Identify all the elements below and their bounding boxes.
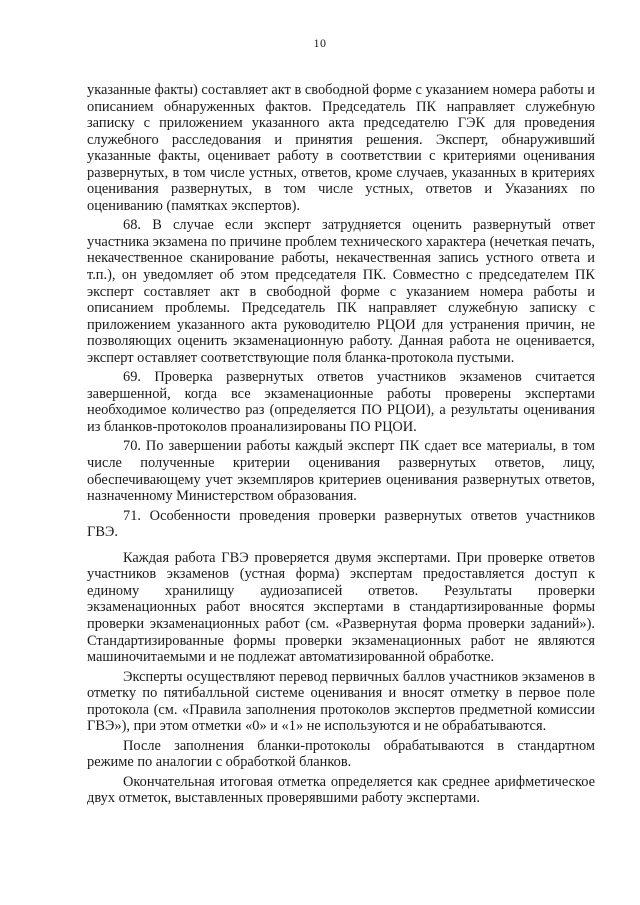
- paragraph-grade-conversion: Эксперты осуществляют перевод первичных баллов участников экзаменов в отметку по пятибалльной системе оценивания и вносят отметку в первое поле протокола (см. «Правила заполнения протоколов экспертов предметной комиссии ГВЭ»), при этом отметки «0» и «1» не используются и не обрабатываются.: [87, 668, 595, 735]
- paragraph-clause-70: 70. По завершении работы каждый эксперт ПК сдает все материалы, в том числе полученные критерии оценивания развернутых ответов, лицу, обеспечивающему учет экземпляров критериев оценивания развернутых ответов, назначенному Министерством образования.: [87, 438, 595, 505]
- paragraph-clause-71: 71. Особенности проведения проверки развернутых ответов участников ГВЭ.: [87, 507, 595, 541]
- paragraph-gve-two-experts: Каждая работа ГВЭ проверяется двумя экспертами. При проверке ответов участников экзаменов (устная форма) экспертам предоставляется доступ к единому хранилищу аудиозаписей ответов. Результаты проверки экзаменационных работ вносятся экспертами в стандартизированные формы проверки экзаменационных работ (см. «Развернутая форма проверки заданий»). Стандартизированные формы проверки экзаменационных работ не являются машиночитаемыми и не подлежат автоматизированной обработке.: [87, 549, 595, 666]
- paragraph-continuation: указанные факты) составляет акт в свободной форме с указанием номера работы и описанием обнаруженных фактов. Председатель ПК направляет служебную записку с приложением указанного акта председателю ГЭК для проведения служебного расследования и принятия решения. Эксперт, обнаруживший указанные факты, оценивает работу в соответствии с критериями оценивания развернутых, в том числе устных, ответов, кроме случаев, указанных в критериях оценивания развернутых, в том числе устных, ответов и Указаниях по оцениванию (памятках экспертов).: [87, 82, 595, 214]
- paragraph-protocol-processing: После заполнения бланки-протоколы обрабатываются в стандартном режиме по аналогии с обработкой бланков.: [87, 737, 595, 771]
- paragraph-clause-68: 68. В случае если эксперт затрудняется оценить развернутый ответ участника экзамена по причине проблем технического характера (нечеткая печать, некачественное сканирование работы, некачественная запись устного ответа и т.п.), он уведомляет об этом председателя ПК. Совместно с председателем ПК эксперт составляет акт в свободной форме с указанием номера работы и описанием проблемы. Председатель ПК направляет служебную записку с приложением указанного акта руководителю РЦОИ для устранения причин, не позволяющих оценить экзаменационную работу. Данная работа не оценивается, эксперт оставляет соответствующие поля бланка-протокола пустыми.: [87, 217, 595, 366]
- paragraph-clause-69: 69. Проверка развернутых ответов участников экзаменов считается завершенной, когда все экзаменационные работы проверены экспертами необходимое количество раз (определяется ПО РЦОИ), а результаты оценивания из бланков-протоколов проанализированы ПО РЦОИ.: [87, 369, 595, 435]
- document-body: [87, 82, 595, 810]
- paragraph-final-grade: Окончательная итоговая отметка определяется как среднее арифметическое двух отметок, выставленных проверявшими работу экспертами.: [87, 773, 595, 807]
- page-number: 10: [313, 36, 327, 50]
